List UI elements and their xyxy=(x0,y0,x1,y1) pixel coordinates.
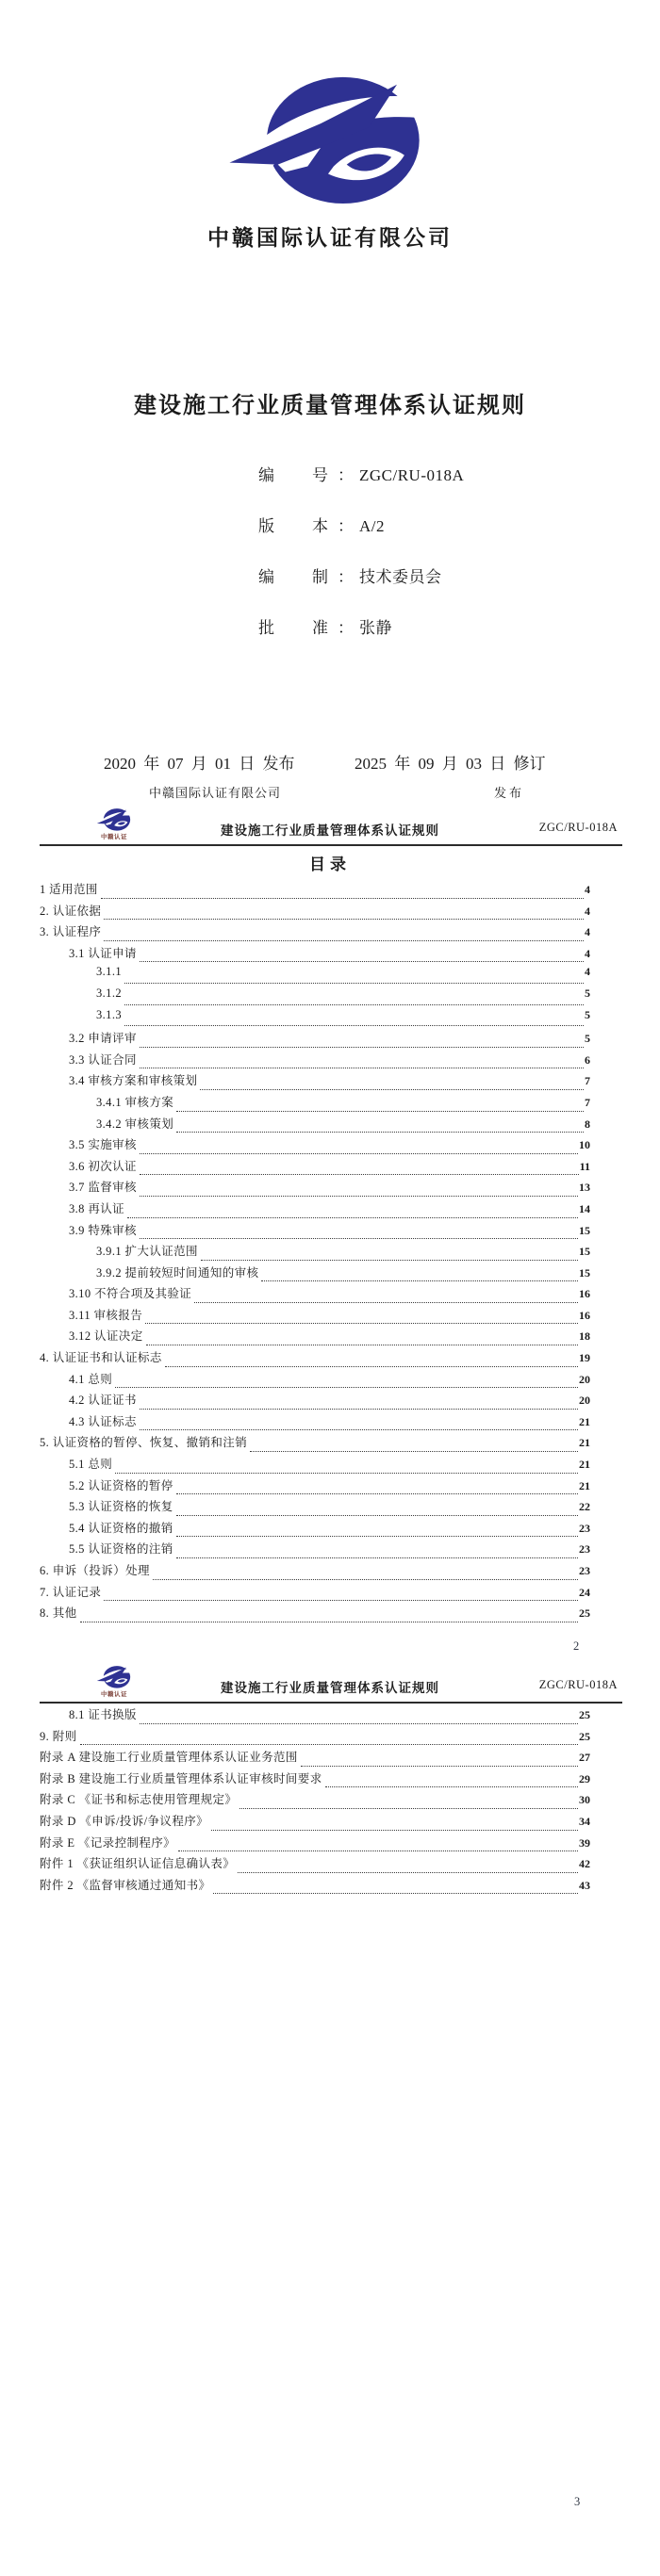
toc-entry-page: 4 xyxy=(585,883,590,896)
toc-entry-label: 6. 申诉（投诉）处理 xyxy=(40,1564,150,1577)
toc-entry-label: 3.6 初次认证 xyxy=(69,1159,137,1173)
toc-leader-dots xyxy=(104,919,584,920)
toc-entry-page: 15 xyxy=(579,1265,590,1280)
toc-entry xyxy=(40,1412,590,1434)
toc-entry-label: 1 适用范围 xyxy=(40,883,98,896)
toc-entry-label: 3.7 监督审核 xyxy=(69,1181,137,1195)
toc-leader-dots xyxy=(115,1387,578,1388)
toc-leader-dots xyxy=(140,1409,578,1410)
toc-entry-page: 43 xyxy=(579,1878,590,1892)
toc-entry-label: 5.2 认证资格的暂停 xyxy=(69,1478,173,1492)
toc-entry-label: 附录 B 建设施工行业质量管理体系认证审核时间要求 xyxy=(40,1771,322,1785)
toc-entry xyxy=(40,1178,590,1199)
company-name: 中赣国际认证有限公司 xyxy=(207,226,453,250)
toc-entry-page: 15 xyxy=(579,1223,590,1237)
page-number-2: 2 xyxy=(573,1639,580,1653)
footer-publish-word: 发布 xyxy=(494,786,525,800)
toc-leader-dots xyxy=(140,1429,578,1430)
toc-leader-dots xyxy=(194,1302,578,1303)
toc-entry-page: 34 xyxy=(579,1814,590,1828)
toc-entry-page: 20 xyxy=(579,1394,590,1408)
toc-entry-page: 8 xyxy=(585,1117,590,1131)
toc-leader-dots xyxy=(101,898,584,899)
field-label: 批 准 xyxy=(258,619,330,637)
toc-leader-dots xyxy=(176,1493,578,1494)
toc-entry xyxy=(40,1748,590,1769)
toc-entry xyxy=(40,1391,590,1412)
toc-entry-page: 11 xyxy=(579,1159,590,1173)
toc-entry xyxy=(40,1834,590,1855)
toc-entry-page: 24 xyxy=(579,1585,590,1599)
toc-entry xyxy=(40,1727,590,1749)
toc-entry-page: 18 xyxy=(579,1329,590,1344)
toc-leader-dots xyxy=(140,1723,578,1724)
toc-entry-page: 7 xyxy=(585,1095,590,1109)
toc-entry xyxy=(40,986,590,1008)
toc-entry-label: 附录 C 《证书和标志使用管理规定》 xyxy=(40,1793,238,1807)
toc-entry-label: 4. 认证证书和认证标志 xyxy=(40,1351,162,1365)
toc-entry-label: 3.12 认证决定 xyxy=(69,1329,143,1344)
header-document-title: 建设施工行业质量管理体系认证规则 xyxy=(221,823,439,838)
toc-leader-dots xyxy=(325,1786,578,1787)
toc-entry-page: 25 xyxy=(579,1729,590,1743)
toc-leader-dots xyxy=(211,1830,578,1831)
toc-entry-label: 5.1 总则 xyxy=(69,1458,113,1472)
toc-leader-dots xyxy=(104,940,584,941)
toc-entry-page: 20 xyxy=(579,1372,590,1386)
toc-entry-label: 3.11 审核报告 xyxy=(69,1308,143,1322)
toc-entry-page: 27 xyxy=(579,1751,590,1765)
toc-entry-page: 10 xyxy=(579,1138,590,1152)
toc-entry xyxy=(40,1157,590,1179)
toc-list-page-3 xyxy=(40,1705,590,1897)
toc-entry xyxy=(40,1705,590,1727)
toc-leader-dots xyxy=(124,983,584,984)
toc-entry-label: 3.1.3 xyxy=(96,1007,122,1021)
toc-entry-label: 5.5 认证资格的注销 xyxy=(69,1542,173,1557)
field-separator: ： xyxy=(338,517,354,535)
toc-entry-page: 42 xyxy=(579,1857,590,1871)
field-label: 编 号 xyxy=(258,466,330,484)
toc-entry-label: 2. 认证依据 xyxy=(40,904,102,918)
toc-entry-label: 附录 E 《记录控制程序》 xyxy=(40,1835,176,1850)
toc-entry-page: 21 xyxy=(579,1458,590,1472)
toc-entry-label: 5. 认证资格的暂停、恢复、撤销和注销 xyxy=(40,1436,248,1450)
toc-entry-page: 7 xyxy=(585,1074,590,1088)
toc-leader-dots xyxy=(261,1280,578,1281)
toc-entry xyxy=(40,1199,590,1221)
toc-entry-label: 4.1 总则 xyxy=(69,1372,113,1386)
header-document-number: ZGC/RU-018A xyxy=(538,1678,618,1691)
toc-leader-dots xyxy=(250,1451,578,1452)
toc-entry xyxy=(40,1540,590,1561)
toc-entry-page: 16 xyxy=(579,1308,590,1322)
toc-leader-dots xyxy=(140,1047,584,1048)
page-number-3: 3 xyxy=(574,2495,581,2508)
toc-entry xyxy=(40,1008,590,1030)
toc-leader-dots xyxy=(239,1808,578,1809)
page3-header xyxy=(0,1664,660,1707)
toc-entry-page: 4 xyxy=(585,904,590,918)
header-document-number: ZGC/RU-018A xyxy=(538,821,618,834)
field-separator: ： xyxy=(338,619,354,637)
toc-entry xyxy=(40,922,590,944)
issue-date: 2020 年 07 月 01 日 发布 xyxy=(104,755,295,773)
toc-entry xyxy=(40,1221,590,1243)
toc-leader-dots xyxy=(140,1174,579,1175)
toc-leader-dots xyxy=(213,1893,578,1894)
toc-entry xyxy=(40,1264,590,1285)
toc-entry xyxy=(40,1284,590,1306)
toc-entry-page: 14 xyxy=(579,1201,590,1215)
toc-leader-dots xyxy=(200,1089,584,1090)
toc-entry xyxy=(40,1348,590,1370)
footer-company: 中赣国际认证有限公司 xyxy=(149,786,282,800)
toc-entry-page: 19 xyxy=(579,1351,590,1365)
toc-entry xyxy=(40,1115,590,1136)
toc-leader-dots xyxy=(127,1217,578,1218)
toc-entry-label: 附件 2 《监督审核通过通知书》 xyxy=(40,1878,211,1892)
header-logo-icon xyxy=(95,807,133,831)
toc-entry-label: 4.3 认证标志 xyxy=(69,1414,137,1428)
toc-entry-label: 3.10 不符合项及其验证 xyxy=(69,1287,192,1301)
toc-entry xyxy=(40,1876,590,1898)
toc-entry xyxy=(40,1604,590,1625)
toc-entry-page: 15 xyxy=(579,1245,590,1259)
toc-entry-page: 30 xyxy=(579,1793,590,1807)
toc-entry xyxy=(40,1455,590,1476)
header-logo-caption: 中赣认证 xyxy=(101,834,127,840)
toc-entry xyxy=(40,1519,590,1541)
toc-entry-page: 23 xyxy=(579,1521,590,1535)
toc-entry xyxy=(40,1497,590,1519)
toc-entry-label: 5.4 认证资格的撤销 xyxy=(69,1521,173,1535)
toc-entry xyxy=(40,1769,590,1791)
toc-entry-label: 4.2 认证证书 xyxy=(69,1394,137,1408)
company-logo-icon xyxy=(229,66,425,205)
header-rule xyxy=(40,1702,622,1704)
toc-entry-page: 29 xyxy=(579,1771,590,1785)
toc-leader-dots xyxy=(176,1515,578,1516)
toc-entry-page: 4 xyxy=(585,946,590,960)
field-label: 版 本 xyxy=(258,517,330,535)
header-document-title: 建设施工行业质量管理体系认证规则 xyxy=(221,1681,439,1695)
toc-entry-page: 5 xyxy=(585,1032,590,1046)
toc-entry-page: 5 xyxy=(585,1007,590,1021)
field-separator: ： xyxy=(338,568,354,586)
toc-entry-page: 16 xyxy=(579,1287,590,1301)
toc-entry-page: 4 xyxy=(585,965,590,979)
toc-entry-label: 8.1 证书换版 xyxy=(69,1708,137,1721)
toc-entry-page: 13 xyxy=(579,1181,590,1195)
toc-entry xyxy=(40,1093,590,1115)
field-label: 编 制 xyxy=(258,568,330,586)
toc-leader-dots xyxy=(145,1323,578,1324)
toc-entry-label: 3.1.1 xyxy=(96,965,122,979)
toc-entry-page: 22 xyxy=(579,1500,590,1514)
toc-entry-page: 39 xyxy=(579,1835,590,1850)
toc-entry-label: 3.9.1 扩大认证范围 xyxy=(96,1245,198,1259)
toc-entry-label: 3.1 认证申请 xyxy=(69,946,137,960)
toc-entry xyxy=(40,1135,590,1157)
toc-entry xyxy=(40,880,590,902)
toc-entry-page: 4 xyxy=(585,925,590,939)
toc-entry-label: 3.5 实施审核 xyxy=(69,1138,137,1152)
toc-entry xyxy=(40,965,590,986)
revise-date: 2025 年 09 月 03 日 修订 xyxy=(355,755,546,773)
toc-entry xyxy=(40,1071,590,1093)
field-value: 技术委员会 xyxy=(359,568,442,586)
toc-leader-dots xyxy=(124,1025,584,1026)
toc-entry xyxy=(40,1327,590,1348)
toc-entry xyxy=(40,1029,590,1051)
toc-entry-label: 3.4 审核方案和审核策划 xyxy=(69,1074,198,1088)
toc-entry-label: 9. 附则 xyxy=(40,1729,77,1743)
toc-entry xyxy=(40,1433,590,1455)
toc-entry xyxy=(40,1561,590,1583)
page2-header xyxy=(0,807,660,850)
toc-leader-dots xyxy=(80,1744,578,1745)
toc-entry-label: 3.4.2 审核策划 xyxy=(96,1117,174,1131)
toc-entry-page: 23 xyxy=(579,1564,590,1577)
toc-entry-label: 5.3 认证资格的恢复 xyxy=(69,1500,173,1514)
toc-leader-dots xyxy=(176,1132,584,1133)
toc-entry-label: 3.2 申请评审 xyxy=(69,1032,137,1046)
toc-leader-dots xyxy=(140,1196,578,1197)
toc-entry-label: 3.4.1 审核方案 xyxy=(96,1095,174,1109)
toc-entry-page: 6 xyxy=(585,1052,590,1067)
toc-entry-label: 3.1.2 xyxy=(96,986,122,1000)
toc-entry-page: 25 xyxy=(579,1606,590,1621)
toc-leader-dots xyxy=(140,961,584,962)
cover-field-approved-by xyxy=(242,595,392,657)
toc-leader-dots xyxy=(124,1004,584,1005)
toc-entry xyxy=(40,944,590,966)
toc-leader-dots xyxy=(115,1473,578,1474)
toc-entry-label: 附录 A 建设施工行业质量管理体系认证业务范围 xyxy=(40,1751,298,1765)
toc-leader-dots xyxy=(201,1260,578,1261)
toc-leader-dots xyxy=(140,1238,578,1239)
toc-entry-label: 3. 认证程序 xyxy=(40,925,102,939)
toc-leader-dots xyxy=(301,1766,578,1767)
toc-entry-page: 25 xyxy=(579,1708,590,1721)
toc-leader-dots xyxy=(140,1153,578,1154)
toc-entry xyxy=(40,1476,590,1498)
toc-entry-label: 附录 D 《申诉/投诉/争议程序》 xyxy=(40,1814,209,1828)
toc-entry xyxy=(40,1370,590,1392)
toc-leader-dots xyxy=(176,1111,584,1112)
toc-entry-label: 3.9.2 提前较短时间通知的审核 xyxy=(96,1265,259,1280)
toc-entry-label: 3.9 特殊审核 xyxy=(69,1223,137,1237)
toc-entry xyxy=(40,1306,590,1328)
toc-leader-dots xyxy=(178,1850,578,1851)
toc-entry xyxy=(40,902,590,923)
header-logo-caption: 中赣认证 xyxy=(101,1691,127,1698)
toc-leader-dots xyxy=(176,1557,578,1558)
toc-entry xyxy=(40,1790,590,1812)
field-value: 张静 xyxy=(359,619,392,637)
toc-entry-label: 7. 认证记录 xyxy=(40,1585,102,1599)
toc-entry-label: 3.3 认证合同 xyxy=(69,1052,137,1067)
toc-entry-label: 3.8 再认证 xyxy=(69,1201,125,1215)
toc-entry-page: 21 xyxy=(579,1414,590,1428)
toc-leader-dots xyxy=(176,1536,578,1537)
toc-entry-page: 23 xyxy=(579,1542,590,1557)
field-value: ZGC/RU-018A xyxy=(359,466,465,484)
toc-list-page-2 xyxy=(40,880,590,1625)
toc-entry xyxy=(40,1051,590,1072)
toc-leader-dots xyxy=(165,1366,578,1367)
toc-entry-label: 附件 1 《获证组织认证信息确认表》 xyxy=(40,1857,236,1871)
field-separator: ： xyxy=(338,466,354,484)
cover-document-title: 建设施工行业质量管理体系认证规则 xyxy=(134,394,526,418)
header-rule xyxy=(40,844,622,846)
toc-entry xyxy=(40,1583,590,1605)
toc-entry-page: 21 xyxy=(579,1478,590,1492)
field-value: A/2 xyxy=(359,517,385,535)
toc-entry xyxy=(40,1854,590,1876)
toc-leader-dots xyxy=(238,1872,578,1873)
toc-entry-label: 8. 其他 xyxy=(40,1606,77,1621)
toc-entry-page: 21 xyxy=(579,1436,590,1450)
toc-entry xyxy=(40,1242,590,1264)
toc-leader-dots xyxy=(153,1579,578,1580)
header-logo-icon xyxy=(95,1664,133,1688)
toc-leader-dots xyxy=(104,1600,578,1601)
toc-entry-page: 5 xyxy=(585,986,590,1000)
toc-entry xyxy=(40,1812,590,1834)
toc-heading: 目录 xyxy=(309,856,351,873)
